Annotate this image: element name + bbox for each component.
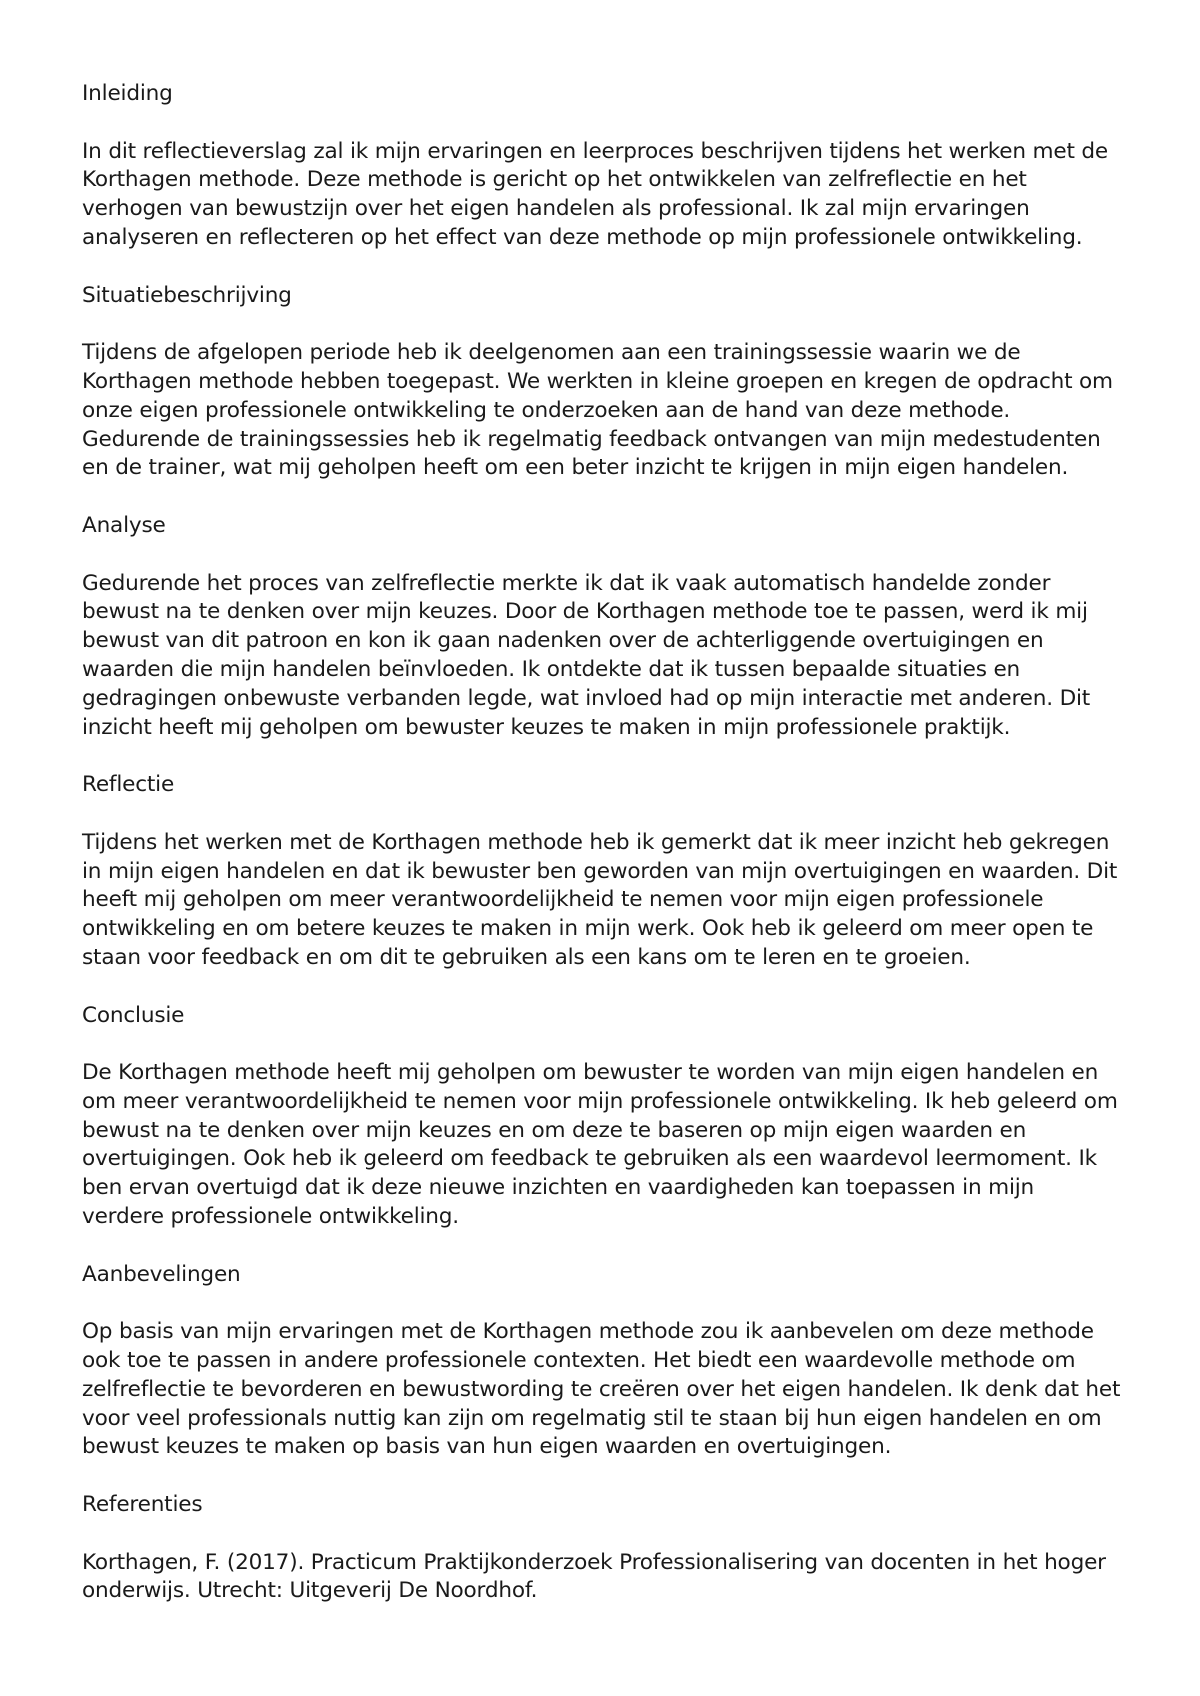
section-inleiding bbox=[82, 80, 1122, 253]
section-paragraph: Gedurende het proces van zelfreflectie merkte ik dat ik vaak automatisch handelde zonder bewust na te denken over mijn keuzes. Door de Korthagen methode toe te passen, werd ik mij bewust van dit patroon en kon ik gaan nadenken over de achterliggende overtuigingen en waarden die mijn handelen beïnvloeden. Ik ontdekte dat ik tussen bepaalde situaties en gedragingen onbewuste verbanden legde, wat invloed had op mijn interactie met anderen. Dit inzicht heeft mij geholpen om bewuster keuzes te maken in mijn professionele praktijk. bbox=[82, 570, 1091, 740]
section-heading: Reflectie bbox=[82, 772, 175, 798]
reference-entry: Korthagen, F. (2017). Practicum Praktijkonderzoek Professionalisering van docenten in het hoger onderwijs. Utrecht: Uitgeverij De Noordhof. bbox=[82, 1549, 1106, 1604]
section-referenties bbox=[82, 1491, 1122, 1606]
section-heading: Inleiding bbox=[82, 81, 173, 106]
section-aanbevelingen bbox=[82, 1261, 1122, 1463]
section-situatiebeschrijving bbox=[82, 282, 1122, 484]
section-heading: Referenties bbox=[82, 1492, 203, 1518]
section-reflectie bbox=[82, 771, 1122, 973]
section-paragraph: Tijdens de afgelopen periode heb ik deelgenomen aan een trainingssessie waarin we de Korthagen methode hebben toegepast. We werkten in kleine groepen en kregen de opdracht om onze eigen professionele ontwikkeling te onderzoeken aan de hand van deze methode. Gedurende de trainingssessies heb ik regelmatig feedback ontvangen van mijn medestudenten en de trainer, wat mij geholpen heeft om een beter inzicht te krijgen in mijn eigen handelen. bbox=[82, 340, 1113, 481]
document-page bbox=[82, 80, 1122, 1635]
section-analyse bbox=[82, 512, 1122, 742]
section-heading: Situatiebeschrijving bbox=[82, 282, 292, 308]
section-heading: Aanbevelingen bbox=[82, 1261, 241, 1287]
section-paragraph: Op basis van mijn ervaringen met de Korthagen methode zou ik aanbevelen om deze methode ook toe te passen in andere professionele contexten. Het biedt een waardevolle methode om zelfreflectie te bevorderen en bewustwording te creëren over het eigen handelen. Ik denk dat het voor veel professionals nuttig kan zijn om regelmatig stil te staan bij hun eigen handelen en om bewust keuzes te maken op basis van hun eigen waarden en overtuigingen. bbox=[82, 1319, 1121, 1460]
section-heading: Conclusie bbox=[82, 1002, 185, 1028]
section-paragraph: De Korthagen methode heeft mij geholpen om bewuster te worden van mijn eigen handelen en om meer verantwoordelijkheid te nemen voor mijn professionele ontwikkeling. Ik heb geleerd om bewust na te denken over mijn keuzes en om deze te baseren op mijn eigen waarden en overtuigingen. Ook heb ik geleerd om feedback te gebruiken als een waardevol leermoment. Ik ben ervan overtuigd dat ik deze nieuwe inzichten en vaardigheden kan toepassen in mijn verdere professionele ontwikkeling. bbox=[82, 1060, 1118, 1230]
section-conclusie bbox=[82, 1002, 1122, 1232]
section-paragraph: Tijdens het werken met de Korthagen methode heb ik gemerkt dat ik meer inzicht heb gekregen in mijn eigen handelen en dat ik bewuster ben geworden van mijn overtuigingen en waarden. Dit heeft mij geholpen om meer verantwoordelijkheid te nemen voor mijn eigen professionele ontwikkeling en om betere keuzes te maken in mijn werk. Ook heb ik geleerd om meer open te staan voor feedback en om dit te gebruiken als een kans om te leren en te groeien. bbox=[82, 829, 1118, 970]
section-paragraph: In dit reflectieverslag zal ik mijn ervaringen en leerproces beschrijven tijdens het werken met de Korthagen methode. Deze methode is gericht op het ontwikkelen van zelfreflectie en het verhogen van bewustzijn over het eigen handelen als professional. Ik zal mijn ervaringen analyseren en reflecteren op het effect van deze methode op mijn professionele ontwikkeling. bbox=[82, 138, 1108, 250]
section-heading: Analyse bbox=[82, 512, 166, 538]
